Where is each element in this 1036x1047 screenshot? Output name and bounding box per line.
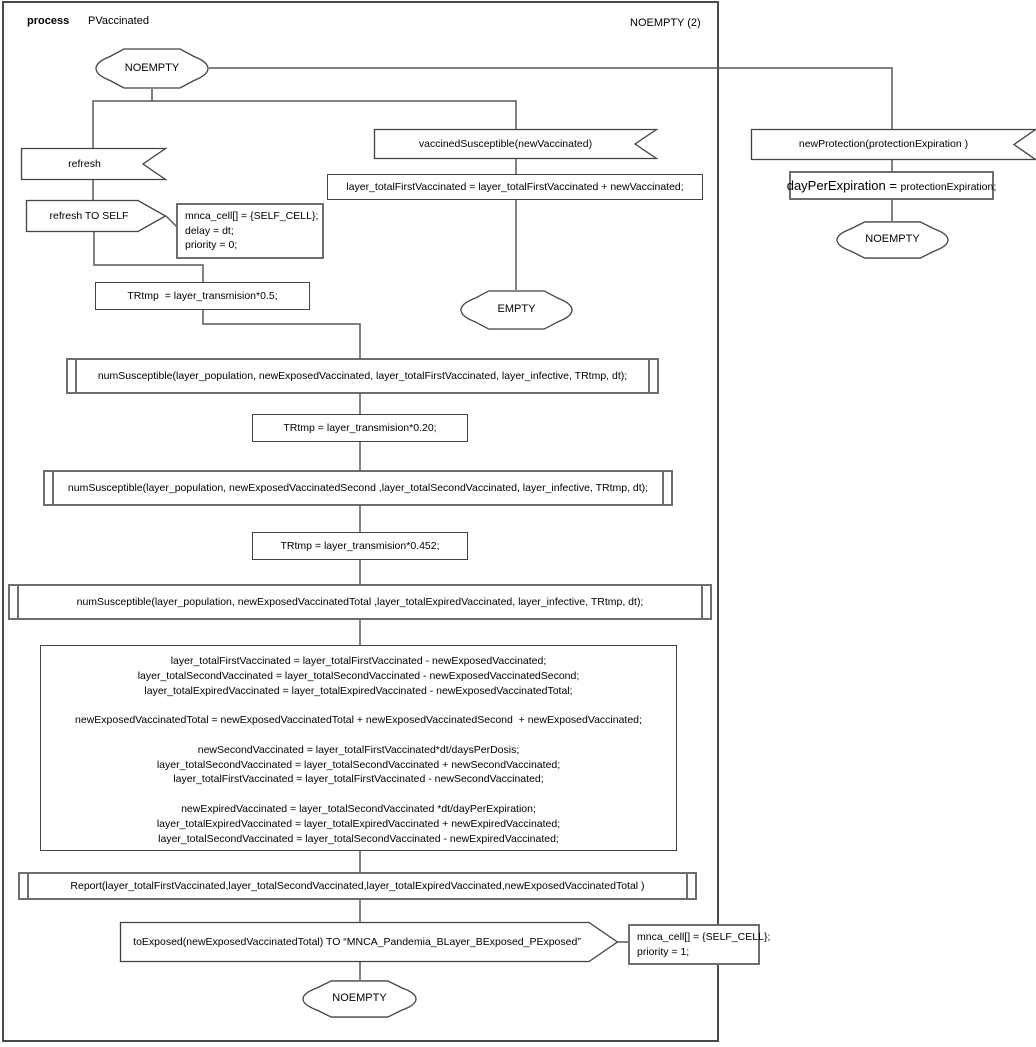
connector-line — [203, 310, 360, 358]
receive-label: refresh — [68, 157, 101, 170]
receive-new-protection[interactable] — [751, 129, 1036, 160]
send-label: toExposed(newExposedVaccinatedTotal) TO “MNCA_Pandemia_BLayer_BExposed_PExposed” — [133, 935, 581, 948]
call-report[interactable] — [18, 872, 697, 900]
receive-refresh[interactable] — [21, 148, 166, 180]
assign-label-part-small: protectionExpiration; — [900, 181, 997, 193]
send-label: refresh TO SELF — [49, 209, 129, 222]
param-line: mnca_cell[] = {SELF_CELL}; — [185, 210, 319, 222]
param-box-to-exposed[interactable] — [628, 924, 771, 965]
assign-line — [41, 787, 676, 802]
receive-label: vaccinedSusceptible(newVaccinated) — [418, 137, 593, 150]
assign-line — [41, 698, 676, 713]
assign-line: layer_totalSecondVaccinated = layer_totalSecondVaccinated + newSecondVaccinated; — [156, 758, 561, 771]
state-badge-label: NOEMPTY (2) — [630, 17, 701, 29]
assign-label: layer_totalFirstVaccinated = layer_totalFirstVaccinated + newVaccinated; — [346, 180, 684, 193]
state-noempty-top[interactable] — [95, 48, 209, 89]
assign-line: newExposedVaccinatedTotal = newExposedVaccinatedTotal + newExposedVaccinatedSecond + newExposedVaccinated; — [75, 714, 642, 727]
send-refresh-to-self[interactable] — [26, 200, 166, 232]
call-label: Report(layer_totalFirstVaccinated,layer_totalSecondVaccinated,layer_totalExpiredVaccinated,newExposedVaccinatedTotal ) — [70, 879, 645, 892]
assign-line: newExpiredVaccinated = layer_totalSecondVaccinated *dt/dayPerExpiration; — [181, 802, 536, 815]
assign-line: layer_totalExpiredVaccinated = layer_totalExpiredVaccinated + newExpiredVaccinated; — [156, 817, 561, 830]
call-label: numSusceptible(layer_population, newExposedVaccinatedSecond ,layer_totalSecondVaccinated, layer_infective, TRtmp, dt); — [67, 481, 649, 494]
param-line: priority = 0; — [185, 239, 238, 251]
state-noempty-right[interactable] — [836, 221, 949, 259]
process-keyword-label: process — [27, 15, 70, 27]
state-label: EMPTY — [497, 303, 536, 316]
param-line: delay = dt; — [185, 224, 234, 237]
assign-label: TRtmp = layer_transmision*0.5; — [127, 289, 278, 302]
assign-label — [787, 178, 997, 193]
receive-vaccined-susceptible[interactable] — [374, 129, 657, 159]
assign-day-per-expiration[interactable] — [786, 171, 997, 200]
assign-label: TRtmp = layer_transmision*0.452; — [280, 539, 440, 552]
assign-line: layer_totalExpiredVaccinated = layer_totalExpiredVaccinated - newExposedVaccinatedTotal; — [144, 684, 573, 697]
assign-trtmp-2[interactable] — [252, 414, 468, 442]
assign-label-part-large: dayPerExpiration = — [786, 178, 901, 193]
state-empty[interactable] — [460, 290, 573, 330]
connector-line — [209, 68, 892, 129]
state-label: NOEMPTY — [865, 233, 920, 246]
assign-line: newSecondVaccinated = layer_totalFirstVaccinated*dt/daysPerDosis; — [197, 743, 520, 756]
assign-trtmp-1[interactable] — [95, 282, 310, 310]
assign-block-vaccination-totals[interactable] — [40, 645, 677, 851]
call-num-susceptible-3[interactable] — [8, 584, 712, 620]
state-label: NOEMPTY — [124, 61, 180, 74]
call-num-susceptible-2[interactable] — [43, 470, 673, 506]
state-label: NOEMPTY — [332, 992, 387, 1005]
assign-line — [41, 728, 676, 743]
param-line: priority = 1; — [637, 945, 690, 958]
state-noempty-bottom[interactable] — [302, 980, 417, 1018]
assign-total-first-vaccinated[interactable] — [327, 174, 703, 200]
call-label: numSusceptible(layer_population, newExposedVaccinatedTotal ,layer_totalExpiredVaccinated, layer_infective, TRtmp, dt); — [76, 595, 644, 608]
receive-label: newProtection(protectionExpiration ) — [798, 138, 969, 151]
process-name-label: PVaccinated — [88, 15, 149, 27]
assign-line: layer_totalSecondVaccinated = layer_totalSecondVaccinated - newExpiredVaccinated; — [158, 832, 559, 845]
assign-trtmp-3[interactable] — [252, 532, 468, 560]
assign-line: layer_totalFirstVaccinated = layer_totalFirstVaccinated - newExposedVaccinated; — [170, 655, 547, 667]
call-label: numSusceptible(layer_population, newExposedVaccinated, layer_totalFirstVaccinated, layer_infective, TRtmp, dt); — [97, 369, 628, 382]
assign-line: layer_totalFirstVaccinated = layer_totalFirstVaccinated - newSecondVaccinated; — [173, 773, 544, 786]
param-box-refresh[interactable] — [176, 203, 324, 259]
param-line: mnca_cell[] = {SELF_CELL}; — [637, 931, 771, 943]
send-to-exposed[interactable] — [120, 922, 618, 962]
assign-line: layer_totalSecondVaccinated = layer_totalSecondVaccinated - newExposedVaccinatedSecond; — [137, 669, 580, 682]
call-num-susceptible-1[interactable] — [66, 358, 659, 394]
assign-label: TRtmp = layer_transmision*0.20; — [283, 421, 437, 434]
